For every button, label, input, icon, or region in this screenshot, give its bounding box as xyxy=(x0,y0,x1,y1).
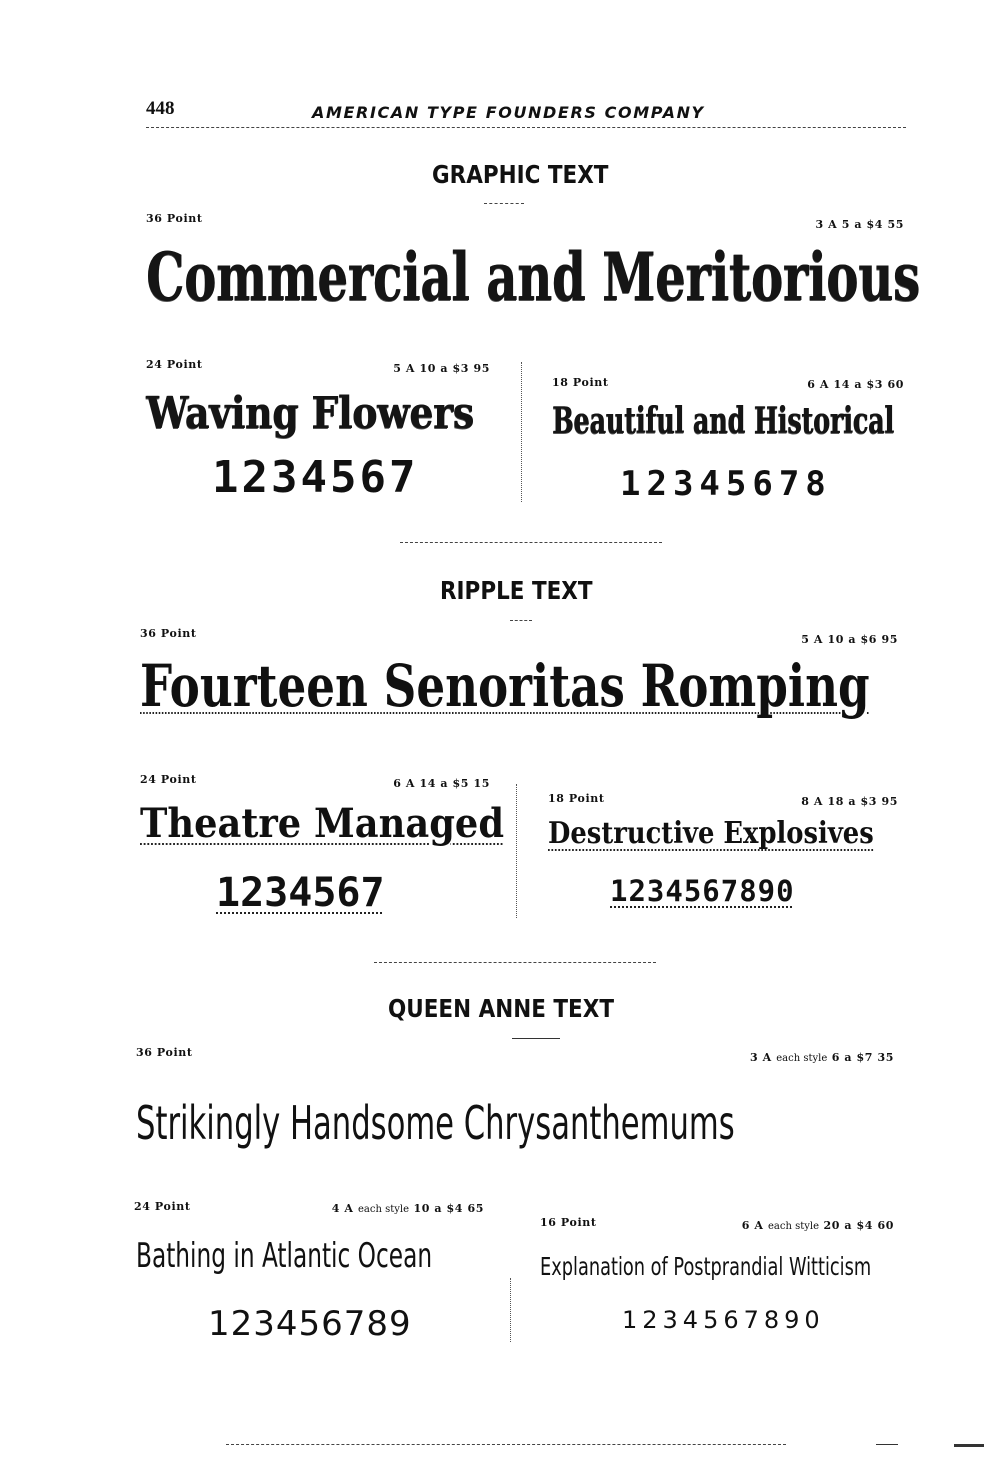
specimen-size: 24 Point xyxy=(134,1200,191,1213)
section-divider xyxy=(374,962,656,963)
ornament-rule xyxy=(512,1038,560,1039)
specimen-price: 3 A 5 a $4 55 xyxy=(815,218,904,231)
section-divider xyxy=(400,542,662,543)
footer-rule xyxy=(954,1444,984,1447)
specimen-size: 24 Point xyxy=(146,358,203,371)
specimen-numerals: 1234567890 xyxy=(622,1306,825,1334)
specimen-sample-graphic-24: Waving Flowers xyxy=(146,388,474,439)
specimen-size: 36 Point xyxy=(146,212,203,225)
specimen-price: 6 A 14 a $5 15 xyxy=(393,777,490,790)
specimen-sample-queen-anne-24: Bathing in Atlantic Ocean xyxy=(136,1236,433,1276)
specimen-sample-queen-anne-36: Strikingly Handsome Chrysanthemums xyxy=(136,1096,735,1150)
specimen-price: 3 A each style 6 a $7 35 xyxy=(749,1051,894,1064)
specimen-size: 16 Point xyxy=(540,1216,597,1229)
section-title-graphic: GRAPHIC TEXT xyxy=(432,160,609,189)
ornament-rule xyxy=(484,203,524,204)
specimen-price: 5 A 10 a $3 95 xyxy=(393,362,490,375)
section-title-ripple: RIPPLE TEXT xyxy=(440,576,593,605)
header-rule xyxy=(146,127,906,128)
column-divider xyxy=(521,362,522,502)
specimen-size: 36 Point xyxy=(136,1046,193,1059)
specimen-sample-ripple-18: Destructive Explosives xyxy=(548,816,874,851)
column-divider xyxy=(510,1278,511,1342)
specimen-price: 5 A 10 a $6 95 xyxy=(801,633,898,646)
specimen-size: 36 Point xyxy=(140,627,197,640)
specimen-numerals: 123456789 xyxy=(208,1304,412,1344)
page-number: 448 xyxy=(146,98,175,119)
specimen-price: 4 A each style 10 a $4 65 xyxy=(331,1202,484,1215)
column-divider xyxy=(516,784,517,918)
specimen-numerals: 1234567890 xyxy=(610,874,795,908)
specimen-sample-ripple-36: Fourteen Senoritas Romping xyxy=(140,652,870,720)
specimen-numerals: 12345678 xyxy=(620,464,832,504)
ornament-rule xyxy=(510,620,532,621)
specimen-size: 24 Point xyxy=(140,773,197,786)
specimen-price: 8 A 18 a $3 95 xyxy=(801,795,898,808)
specimen-sample-ripple-24: Theatre Managed xyxy=(140,800,505,847)
footer-rule xyxy=(876,1444,898,1445)
running-title: AMERICAN TYPE FOUNDERS COMPANY xyxy=(312,103,705,122)
specimen-sample-queen-anne-16: Explanation of Postprandial Witticism xyxy=(540,1252,872,1281)
specimen-sample-graphic-18: Beautiful and Historical xyxy=(552,400,894,442)
specimen-price: 6 A 14 a $3 60 xyxy=(807,378,904,391)
section-title-queen-anne: QUEEN ANNE TEXT xyxy=(388,994,614,1023)
specimen-size: 18 Point xyxy=(552,376,609,389)
specimen-price: 6 A each style 20 a $4 60 xyxy=(741,1219,894,1232)
specimen-numerals: 1234567 xyxy=(212,452,419,503)
specimen-numerals: 1234567 xyxy=(216,870,385,916)
specimen-sample-graphic-36: Commercial and Meritorious xyxy=(146,238,920,316)
footer-rule xyxy=(226,1444,786,1445)
specimen-size: 18 Point xyxy=(548,792,605,805)
